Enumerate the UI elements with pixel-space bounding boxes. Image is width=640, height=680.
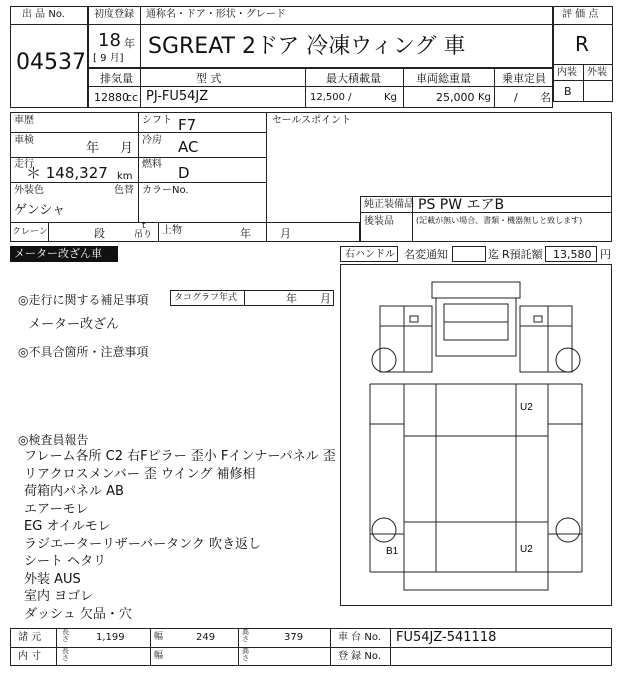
meter-tampered-text: メーター改ざん車 [14, 247, 102, 260]
crane-label: クレーン [12, 227, 48, 237]
ac-value: AC [178, 138, 199, 156]
chassis-label: 車 台 No. [338, 632, 381, 643]
displacement-label: 排気量 [100, 72, 133, 85]
vehicle-diagram [340, 264, 612, 606]
aftermarket-note: (記載が無い場合、書類・機器無しと致します) [416, 216, 583, 225]
inner-dims-label: 内 寸 [18, 651, 42, 662]
inspector-line: シート ヘタリ [24, 554, 107, 569]
shift-value: F7 [178, 116, 197, 134]
displacement-unit: cc [126, 91, 139, 104]
recycle-label: R預託額 [502, 248, 543, 261]
max-load-label: 最大積載量 [326, 72, 381, 85]
name-change-box [452, 246, 486, 262]
mileage: ＊ 148,327 [26, 164, 108, 182]
driving-note: メーター改ざん [28, 317, 120, 332]
color-code-label: カラーNo. [142, 185, 189, 196]
eval-grade: R [575, 32, 589, 56]
exterior-label: 外装 [587, 67, 607, 78]
equipment-label: 純正装備品 [364, 199, 414, 210]
mileage-label: 走行 [14, 159, 34, 170]
length-value: 1,199 [96, 632, 125, 643]
interior-grade: B [564, 85, 572, 98]
first-reg-year-unit: 年 [124, 37, 135, 50]
body-color: ゲンシャ [14, 203, 66, 218]
registration-label: 登 録 No. [338, 651, 381, 662]
inspector-line: フレーム各所 C2 右Fピラー 歪小 Fインナーパネル 歪 [24, 449, 336, 464]
first-reg-year: 18 [98, 30, 121, 51]
aftermarket-label: 後装品 [364, 216, 394, 227]
inner-length-label: 長さ [62, 647, 69, 662]
gross-weight-label: 車両総重量 [416, 72, 471, 85]
defects-label: ◎不具合箇所・注意事項 [18, 345, 149, 359]
first-reg-month: [ 9 月] [93, 53, 124, 64]
inspector-label: ◎検査員報告 [18, 433, 89, 447]
eval-label: 評 価 点 [562, 9, 599, 20]
interior-label: 内装 [557, 67, 577, 78]
inspection-label: 車検 [14, 135, 34, 146]
name-change-label: 名変通知 [404, 248, 448, 261]
mount-year: 年 [240, 227, 251, 240]
meter-tampered-badge [10, 246, 118, 262]
first-reg-label: 初度登録 [94, 9, 134, 20]
inspector-line: EG オイルモレ [24, 519, 111, 534]
max-load-unit: Kg [384, 92, 397, 103]
damage-mark-2: B1 [386, 546, 399, 557]
max-load: 12,500 / [310, 92, 352, 103]
name-label: 通称名・ドア・形状・グレード [146, 9, 286, 20]
capacity-value: / [514, 91, 518, 104]
tacho-month: 月 [320, 292, 331, 305]
inner-height-label: 高さ [242, 647, 249, 662]
mileage-unit: km [117, 171, 133, 182]
height-label: 高さ [242, 628, 249, 643]
crane-box [10, 222, 360, 242]
equipment-value: PS PW エアB [418, 197, 505, 213]
crane-stage: 段 [94, 227, 105, 240]
yen-label: 円 [600, 248, 611, 261]
mount-label: 上物 [162, 225, 182, 236]
damage-mark-1: U2 [520, 544, 533, 555]
model-code: PJ-FU54JZ [146, 89, 209, 104]
capacity-label: 乗車定員 [502, 72, 546, 85]
inspector-line: 外装 AUS [24, 571, 81, 587]
model-name: SGREAT 2ドア 冷凍ウィング 車 [148, 34, 466, 59]
recycle-amount: 13,580 [553, 248, 592, 261]
inspector-line: 荷箱内パネル AB [24, 484, 124, 499]
height-value: 379 [284, 632, 304, 643]
lot-label: 出 品 No. [22, 9, 65, 20]
gross-weight-unit: Kg [478, 92, 491, 103]
fuel-label: 燃料 [142, 159, 162, 170]
chassis-number: FU54JZ-541118 [396, 630, 497, 645]
inner-width-label: 幅 [154, 651, 164, 661]
mount-month: 月 [280, 227, 291, 240]
inspector-line: ダッシュ 欠品・穴 [24, 606, 132, 622]
gross-weight: 25,000 [436, 91, 475, 104]
inspector-line: エアーモレ [24, 501, 89, 517]
inspector-line: ラジエーターリザーバータンク 吹き返し [24, 536, 261, 552]
length-label: 長さ [62, 628, 69, 643]
shift-label: シフト [142, 115, 172, 126]
inspection-year: 年 [86, 141, 100, 156]
sales-point-label: セールスポイント [272, 115, 352, 126]
inspector-line: リアクロスメンバー 歪 ウイング 補修相 [24, 466, 256, 482]
tacho-label: タコグラフ年式 [174, 293, 238, 303]
crane-ton: t [142, 221, 146, 231]
width-label: 幅 [154, 632, 164, 642]
lot-number: 04537 [16, 50, 86, 75]
displacement: 12880 [94, 91, 129, 104]
tacho-year: 年 [286, 292, 297, 305]
driving-notes-label: ◎走行に関する補足事項 [18, 293, 149, 307]
capacity-unit: 名 [540, 91, 551, 104]
history-label: 車歴 [14, 115, 34, 126]
color-change-label: 色替 [114, 185, 134, 196]
model-code-label: 型 式 [196, 72, 222, 85]
right-hand-badge: 右ハンドル [340, 246, 398, 262]
damage-mark-0: U2 [520, 402, 533, 413]
inspection-month: 月 [120, 141, 134, 156]
deposit-label: 迄 [488, 248, 499, 261]
fuel-value: D [178, 164, 190, 182]
ac-label: 冷房 [142, 135, 162, 146]
color-label: 外装色 [14, 185, 44, 196]
width-value: 249 [196, 632, 216, 643]
crane-lift: 吊り [134, 230, 153, 240]
inspector-line: 室内 ヨゴレ [24, 589, 94, 604]
dims-label: 諸 元 [18, 632, 42, 643]
